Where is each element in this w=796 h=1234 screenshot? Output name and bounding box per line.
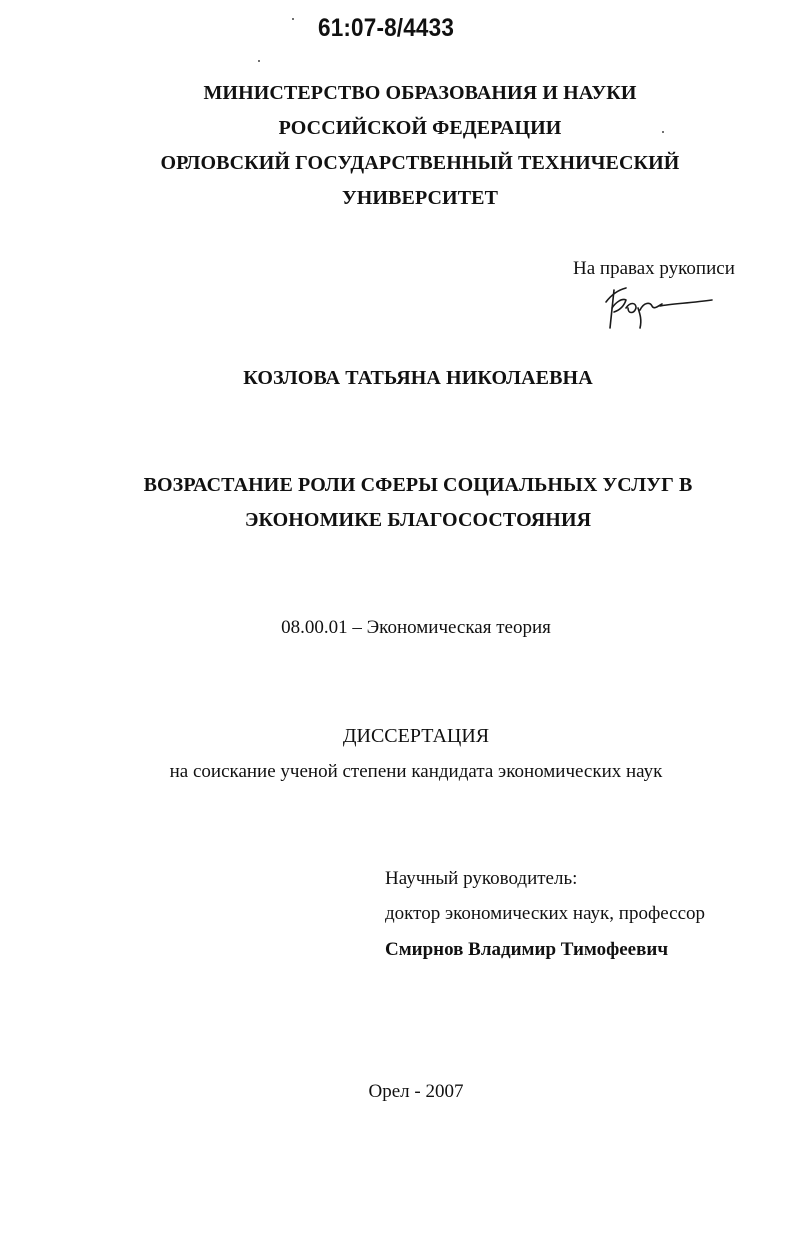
dissertation-title-line-1: ВОЗРАСТАНИЕ РОЛИ СФЕРЫ СОЦИАЛЬНЫХ УСЛУГ В [143, 474, 693, 496]
archive-code: 61:07-8/4433 [318, 14, 455, 42]
institution-line-2: РОССИЙСКОЙ ФЕДЕРАЦИИ [278, 117, 562, 139]
handwritten-signature [600, 284, 720, 332]
specialty: 08.00.01 – Экономическая теория [281, 617, 551, 638]
manuscript-note: На правах рукописи [573, 258, 735, 279]
author-name: КОЗЛОВА ТАТЬЯНА НИКОЛАЕВНА [243, 367, 593, 389]
place-year: Орел - 2007 [368, 1081, 464, 1102]
scan-speck [258, 60, 260, 62]
document-type: ДИССЕРТАЦИЯ [342, 725, 490, 747]
institution-line-1: МИНИСТЕРСТВО ОБРАЗОВАНИЯ И НАУКИ [203, 82, 637, 104]
scan-speck [662, 131, 664, 133]
scan-speck [292, 18, 294, 20]
supervisor-name: Смирнов Владимир Тимофеевич [385, 939, 669, 960]
dissertation-title-line-2: ЭКОНОМИКЕ БЛАГОСОСТОЯНИЯ [244, 509, 592, 531]
supervisor-label: Научный руководитель: [385, 868, 578, 889]
institution-line-4: УНИВЕРСИТЕТ [341, 187, 499, 209]
supervisor-title: доктор экономических наук, профессор [385, 903, 706, 924]
degree-line: на соискание ученой степени кандидата экономических наук [169, 761, 663, 782]
institution-line-3: ОРЛОВСКИЙ ГОСУДАРСТВЕННЫЙ ТЕХНИЧЕСКИЙ [160, 152, 680, 174]
